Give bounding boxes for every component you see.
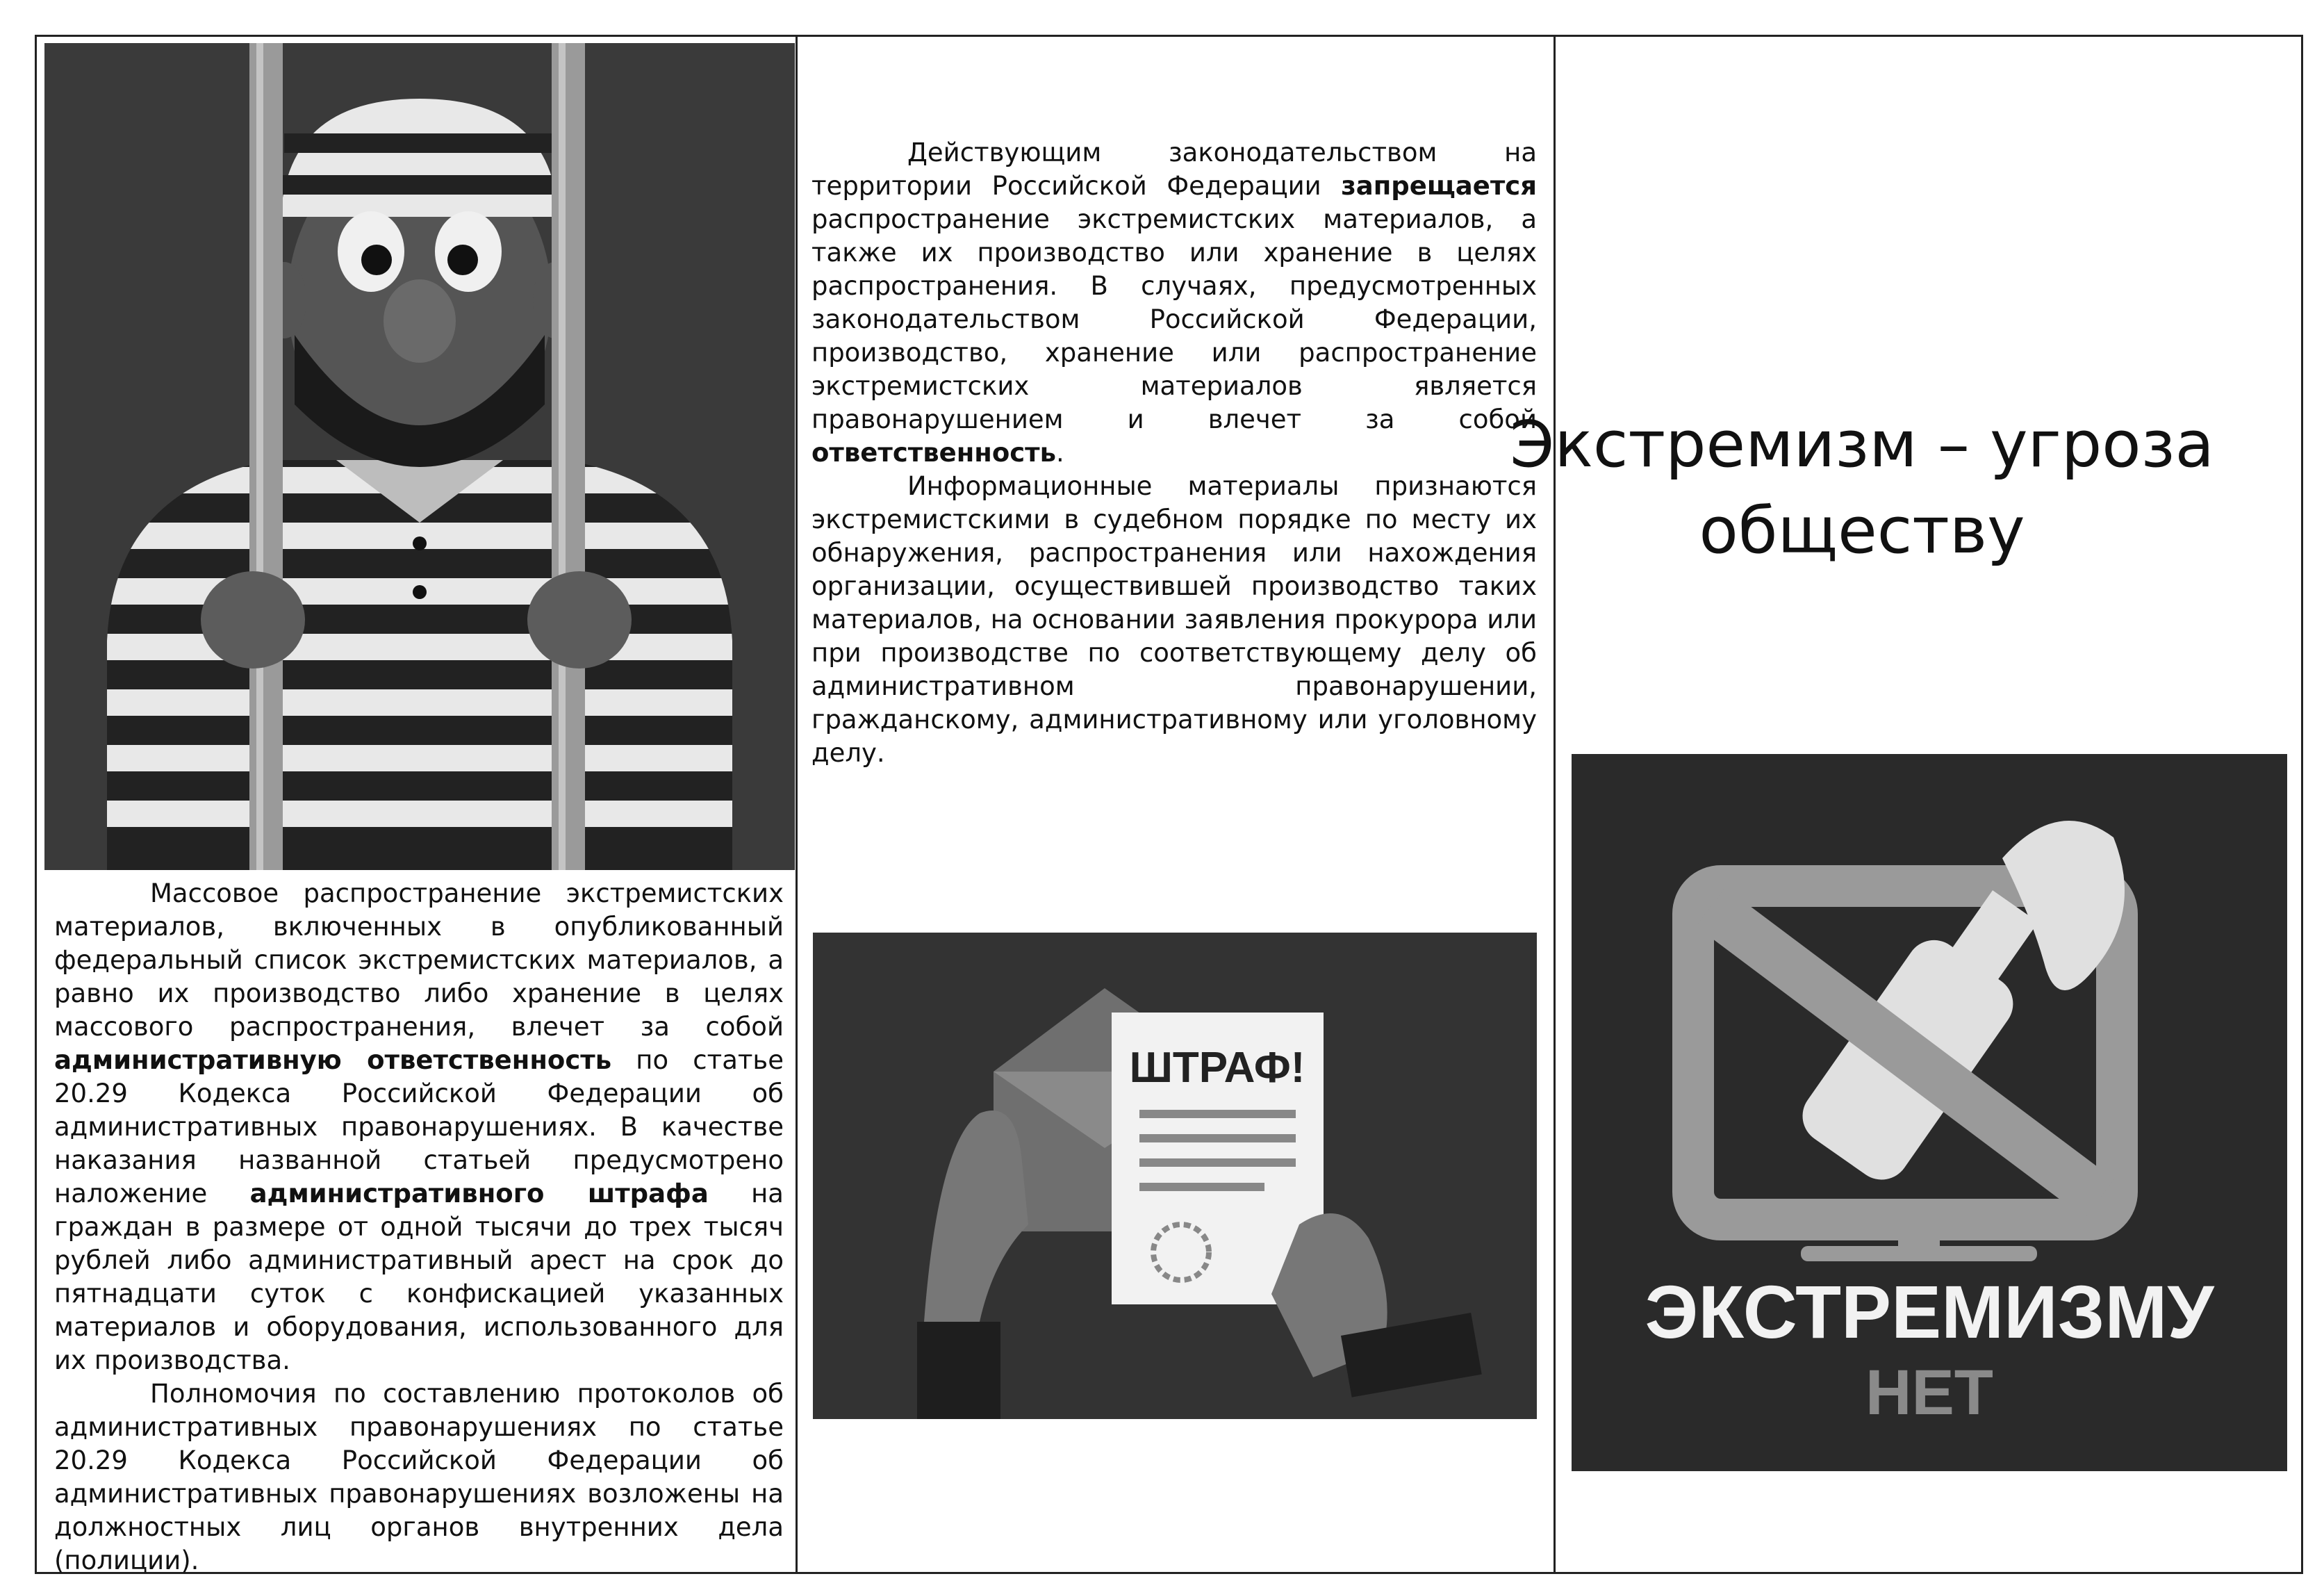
banner-line-1: ЭКСТРЕМИЗМУ [1645, 1270, 2214, 1354]
fine-illustration [813, 933, 1537, 1419]
leaflet-title [1473, 402, 2251, 574]
panel2-text [811, 136, 1537, 770]
fine-letter-icon [813, 933, 1537, 1419]
panel2-paragraph-1: Действующим законодательством на территории Российской Федерации запрещается распространение экстремистских материалов, а также их производство или хранение в целях распространения. В случаях, предусмотренных законодательством Российской Федерации, производство, хранение или распространение экстремистских материалов является правонарушением и влечет за собой ответственность. [811, 138, 1537, 468]
panel1-paragraph-2: Полномочия по составлению протоколов об административных правонарушениях по статье 20.29 Кодекса Российской Федерации об административных правонарушениях возложены на должностных лиц органов внутренних дела (полиции). [54, 1379, 784, 1575]
panel1-text [54, 877, 784, 1577]
title-line-1: Экстремизм – угроза [1510, 407, 2214, 482]
no-extremism-banner [1572, 754, 2287, 1471]
prisoner-icon [44, 43, 795, 870]
fold-line-1 [796, 35, 798, 1574]
panel1-paragraph-1: Массовое распространение экстремистских материалов, включенных в опубликованный федеральный список экстремистских материалов, а равно их производство либо хранение в целях массового распространения, влечет за собой административную ответственность по статье 20.29 Кодекса Российской Федерации об административных правонарушениях. В качестве наказания названной статьей предусмотрено наложение административного штрафа на граждан в размере от одной тысячи до трех тысяч рублей либо административный арест на срок до пятнадцати суток с конфискацией указанных материалов и оборудования, использованного для их производства. [54, 878, 784, 1375]
banner-line-2: НЕТ [1865, 1357, 1993, 1428]
banned-tv-icon [1572, 754, 2287, 1471]
fold-line-2 [1554, 35, 1556, 1574]
panel2-paragraph-2: Информационные материалы признаются экстремистскими в судебном порядке по месту их обнаружения, распространения или нахождения организации, осуществившей производство таких материалов, на основании заявления прокурора или при производстве по соответствующему делу об административном правонарушении, гражданскому, административному или уголовному делу. [811, 471, 1537, 768]
title-line-2: обществу [1699, 493, 2025, 568]
fine-sign-text: ШТРАФ! [1129, 1044, 1305, 1092]
prisoner-illustration [44, 43, 795, 870]
